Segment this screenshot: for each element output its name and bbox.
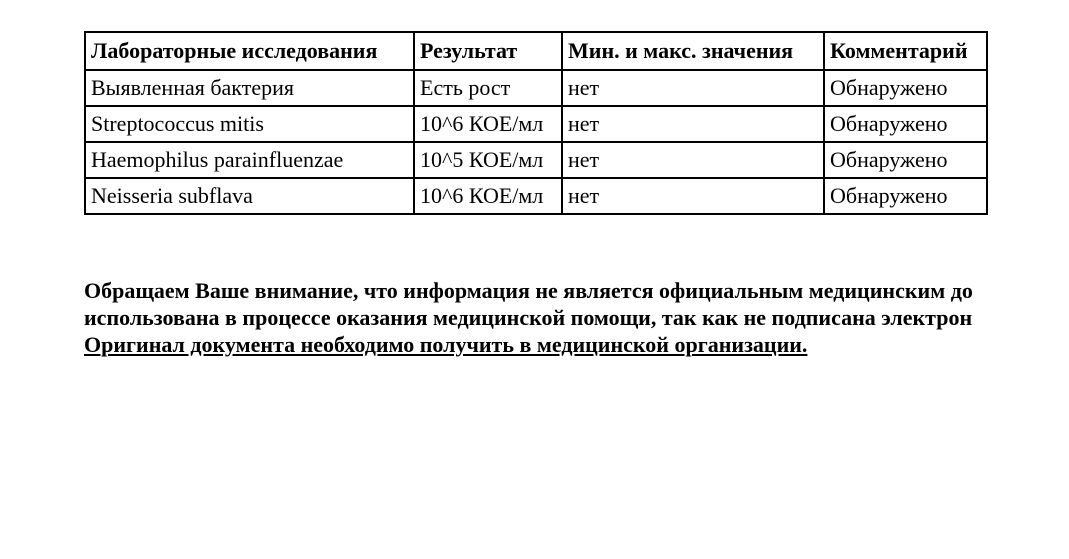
- cell-result: Есть рост: [414, 70, 562, 106]
- header-comment: Комментарий: [824, 32, 987, 70]
- cell-result: 10^6 КОЕ/мл: [414, 106, 562, 142]
- cell-min-max: нет: [562, 106, 824, 142]
- cell-lab-test: Neisseria subflava: [85, 178, 414, 214]
- original-document-note: Оригинал документа необходимо получить в медицинской организации.: [84, 332, 808, 357]
- header-lab-tests: Лабораторные исследования: [85, 32, 414, 70]
- cell-comment: Обнаружено: [824, 70, 987, 106]
- cell-lab-test: Haemophilus parainfluenzae: [85, 142, 414, 178]
- table-row: [85, 106, 987, 142]
- cell-result: 10^6 КОЕ/мл: [414, 178, 562, 214]
- cell-comment: Обнаружено: [824, 142, 987, 178]
- disclaimer-line-3: [84, 331, 1069, 358]
- cell-lab-test: Выявленная бактерия: [85, 70, 414, 106]
- disclaimer-notice: [84, 277, 1069, 358]
- lab-results-table: [84, 31, 988, 215]
- disclaimer-line-2: использована в процессе оказания медицинской помощи, так как не подписана электрон: [84, 305, 973, 330]
- cell-comment: Обнаружено: [824, 106, 987, 142]
- header-min-max: Мин. и макс. значения: [562, 32, 824, 70]
- cell-min-max: нет: [562, 178, 824, 214]
- cell-comment: Обнаружено: [824, 178, 987, 214]
- cell-min-max: нет: [562, 70, 824, 106]
- cell-lab-test: Streptococcus mitis: [85, 106, 414, 142]
- table-header-row: [85, 32, 987, 70]
- header-result: Результат: [414, 32, 562, 70]
- table-row: [85, 142, 987, 178]
- table-row: [85, 70, 987, 106]
- cell-min-max: нет: [562, 142, 824, 178]
- disclaimer-line-1: Обращаем Ваше внимание, что информация не является официальным медицинским до: [84, 278, 973, 303]
- table-row: [85, 178, 987, 214]
- cell-result: 10^5 КОЕ/мл: [414, 142, 562, 178]
